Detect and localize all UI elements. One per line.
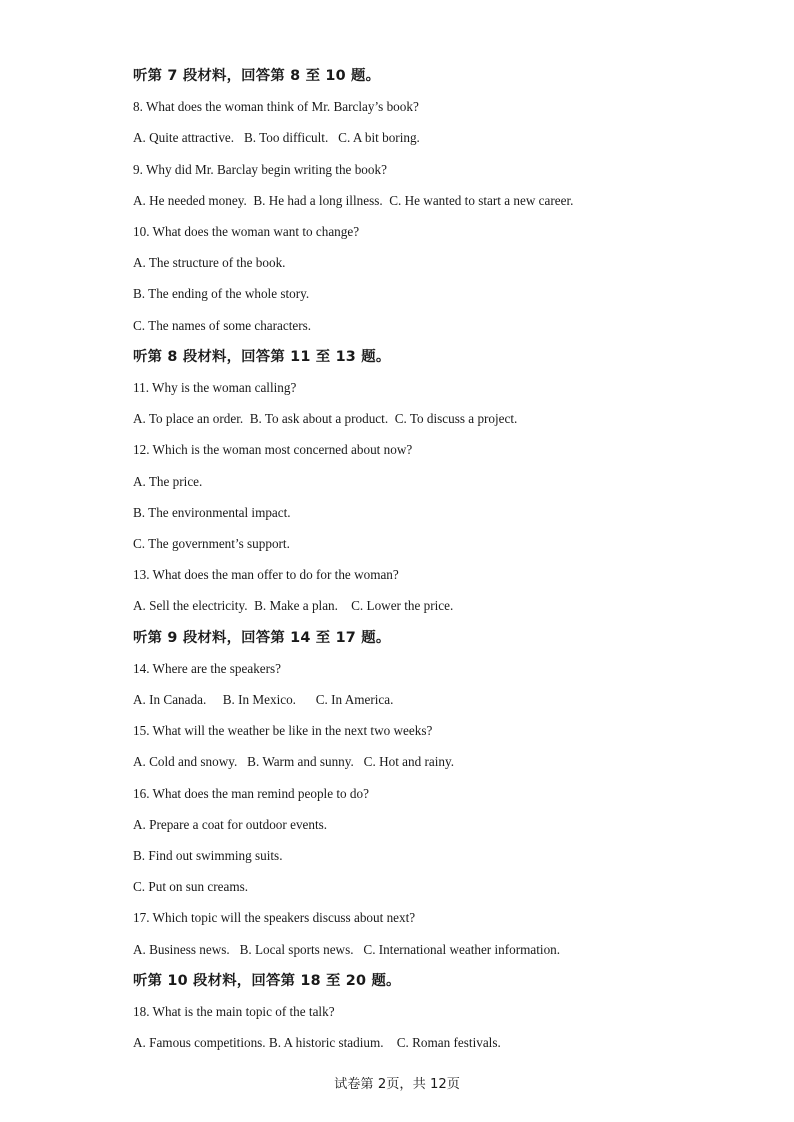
question-text: 17. Which topic will the speakers discuss about next? [133, 910, 416, 926]
question-text: 16. What does the man remind people to do? [133, 785, 369, 801]
question-text: 13. What does the man offer to do for the woman? [133, 567, 399, 583]
section-heading: 听第 7 段材料，回答第 8 至 10 题。 [133, 68, 381, 84]
question-text: 12. Which is the woman most concerned about now? [133, 442, 413, 458]
answer-option: A. In Canada. B. In Mexico. C. In America. [133, 692, 394, 707]
answer-option: A. Famous competitions. B. A historic stadium. C. Roman festivals. [133, 1035, 501, 1051]
section-heading: 听第 8 段材料，回答第 11 至 13 题。 [133, 348, 391, 365]
answer-option: A. The structure of the book. [133, 255, 286, 271]
page-footer: 试卷第 2页，共 12页 [334, 1077, 460, 1092]
answer-option: A. Sell the electricity. B. Make a plan. C. Lower the price. [133, 598, 454, 614]
question-text: 11. Why is the woman calling? [133, 380, 297, 395]
answer-option: C. The government’s support. [133, 536, 290, 551]
answer-option: A. He needed money. B. He had a long illness. C. He wanted to start a new career. [133, 192, 574, 208]
answer-option: A. The price. [133, 473, 203, 489]
question-text: 8. What does the woman think of Mr. Barclay’s book? [133, 99, 419, 115]
answer-option: B. The ending of the whole story. [133, 286, 310, 302]
answer-option: C. Put on sun creams. [133, 879, 249, 895]
answer-option: B. Find out swimming suits. [133, 848, 283, 863]
question-text: 14. Where are the speakers? [133, 660, 282, 676]
section-heading: 听第 9 段材料，回答第 14 至 17 题。 [133, 629, 391, 646]
section-heading: 听第 10 段材料，回答第 18 至 20 题。 [133, 972, 401, 989]
question-text: 15. What will the weather be like in the next two weeks? [133, 723, 433, 739]
answer-option: A. Business news. B. Local sports news. C. International weather information. [133, 941, 561, 957]
answer-option: A. Quite attractive. B. Too difficult. C. A bit boring. [133, 130, 420, 146]
answer-option: B. The environmental impact. [133, 504, 291, 520]
answer-option: C. The names of some characters. [133, 317, 312, 333]
answer-option: A. Cold and snowy. B. Warm and sunny. C. Hot and rainy. [133, 754, 455, 770]
answer-option: A. Prepare a coat for outdoor events. [133, 816, 328, 832]
question-text: 18. What is the main topic of the talk? [133, 1004, 335, 1019]
question-text: 9. Why did Mr. Barclay begin writing the book? [133, 161, 387, 177]
question-text: 10. What does the woman want to change? [133, 224, 360, 239]
answer-option: A. To place an order. B. To ask about a product. C. To discuss a project. [133, 411, 518, 427]
